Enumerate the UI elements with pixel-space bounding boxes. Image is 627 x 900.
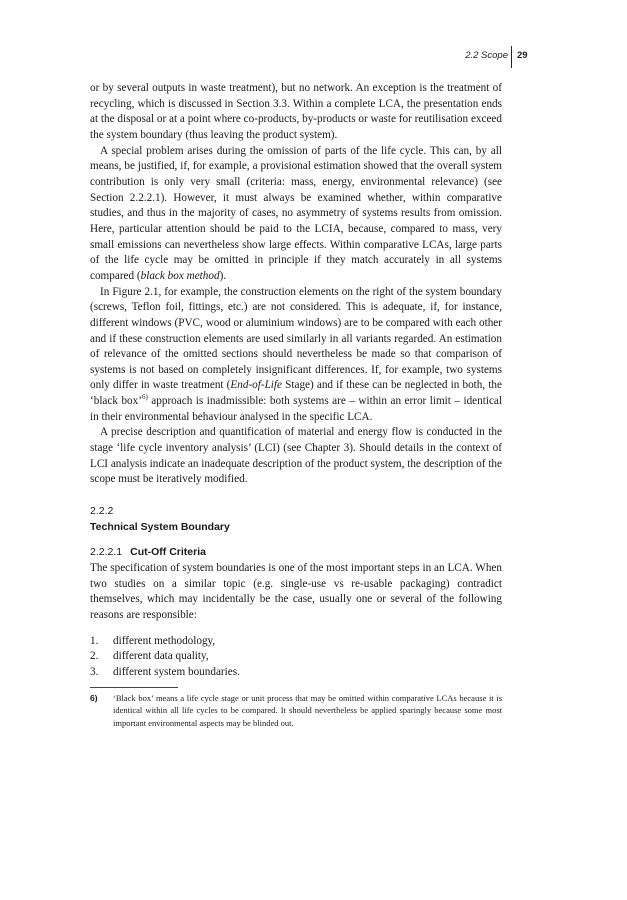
subsection-heading-2-2-2-1 bbox=[90, 545, 502, 561]
list-item-text: different system boundaries. bbox=[113, 665, 240, 678]
paragraph-2-end: ). bbox=[219, 269, 227, 282]
list-item-text: different data quality, bbox=[113, 650, 209, 663]
paragraph-1: or by several outputs in waste treatment), but no network. An exception is the treatment of recycling, which is discussed in Section 3.3. Within a complete LCA, the presentation ends at the disposal or at a point where co-products, by-products or waste for reutilisation exceed the system boundary (thus leaving the product system). bbox=[90, 82, 502, 141]
paragraph-3-text-c: approach is inadmissible: both systems are – within an error limit – identical in their environmental behaviour analysed in the specific LCA. bbox=[90, 395, 502, 423]
page-number: 29 bbox=[517, 50, 528, 61]
footnote-reference[interactable]: 6) bbox=[141, 393, 148, 402]
list-item bbox=[90, 634, 502, 650]
section-number: 2.2.2 bbox=[90, 505, 114, 518]
paragraph-3 bbox=[90, 285, 502, 426]
paragraph-2-emphasis: black box method bbox=[140, 269, 220, 282]
list-item-number: 2. bbox=[90, 650, 99, 663]
paragraph-4: A precise description and quantification of material and energy flow is conducted in the stage ‘life cycle inventory analysis’ (LCI) (see Chapter 3). Should details in the context of LCI analysis indicate an inadequate description of the product system, the description of the scope must be iteratively modified. bbox=[90, 426, 502, 486]
running-head-section: 2.2 Scope bbox=[465, 50, 508, 61]
paragraph-2-text: A special problem arises during the omission of parts of the life cycle. This can, by all means, be justified, if, for example, a provisional estimation showed that the overall system contribution is only very small (criteria: mass, energy, environmental relevance) (see Section 2.2.2.1). However, it must always be examined whether, within comparative studies, and thus in the majority of cases, no asymmetry of systems results from omission. Here, particular attention should be paid to the LCIA, because, compared to mass, very small emissions can nevertheless show large effects. Within comparative LCAs, large parts of the life cycle may be omitted in principle if they match accurately in all systems compared ( bbox=[90, 144, 502, 282]
running-head-divider bbox=[511, 46, 512, 68]
list-item-text: different methodology, bbox=[113, 634, 216, 647]
subsection-title: Cut-Off Criteria bbox=[130, 546, 206, 559]
footnote-text: ‘Black box’ means a life cycle stage or unit process that may be omitted within comparative LCAs because it is identical within all life cycles to be compared. It should nevertheless be applied sparingly because some most important environmental aspects may be blinded out. bbox=[113, 692, 502, 728]
footnote-divider bbox=[90, 687, 178, 688]
list-item bbox=[90, 649, 502, 665]
footnote bbox=[90, 692, 502, 730]
subsection-number: 2.2.2.1 bbox=[90, 546, 123, 559]
paragraph-3-text-b: Stage) and if these can be neglected in both, the ‘black box’ bbox=[90, 379, 502, 408]
reasons-list bbox=[90, 634, 502, 681]
list-item-number: 3. bbox=[90, 665, 99, 678]
paragraph-2 bbox=[90, 144, 502, 285]
paragraph-3-text-a: In Figure 2.1, for example, the construction elements on the right of the system boundary (screws, Teflon foil, fittings, etc.) are not considered. This is adequate, if, for instance, different windows (PVC, wood or aluminium windows) are to be compared with each other and if these construction elements are used similarly in all variants regarded. An estimation of relevance of the omitted sections should nevertheless be made so that comparison of systems is not based on completely insignificant differences. If, for example, two systems only differ in waste treatment ( bbox=[90, 285, 502, 392]
page-body bbox=[90, 81, 502, 729]
section-title: Technical System Boundary bbox=[90, 520, 230, 533]
running-head bbox=[0, 46, 627, 68]
footnote-mark: 6) bbox=[90, 692, 98, 703]
list-item-number: 1. bbox=[90, 634, 99, 647]
list-item bbox=[90, 665, 502, 681]
paragraph-3-emphasis: End-of-Life bbox=[230, 379, 282, 392]
paragraph-5: The specification of system boundaries is one of the most important steps in an LCA. When two studies on a similar topic (e.g. single-use vs re-usable packaging) contradict themselves, which may incidentally be the case, usually one or several of the following reasons are responsible: bbox=[90, 562, 502, 621]
section-heading-2-2-2 bbox=[90, 504, 502, 535]
